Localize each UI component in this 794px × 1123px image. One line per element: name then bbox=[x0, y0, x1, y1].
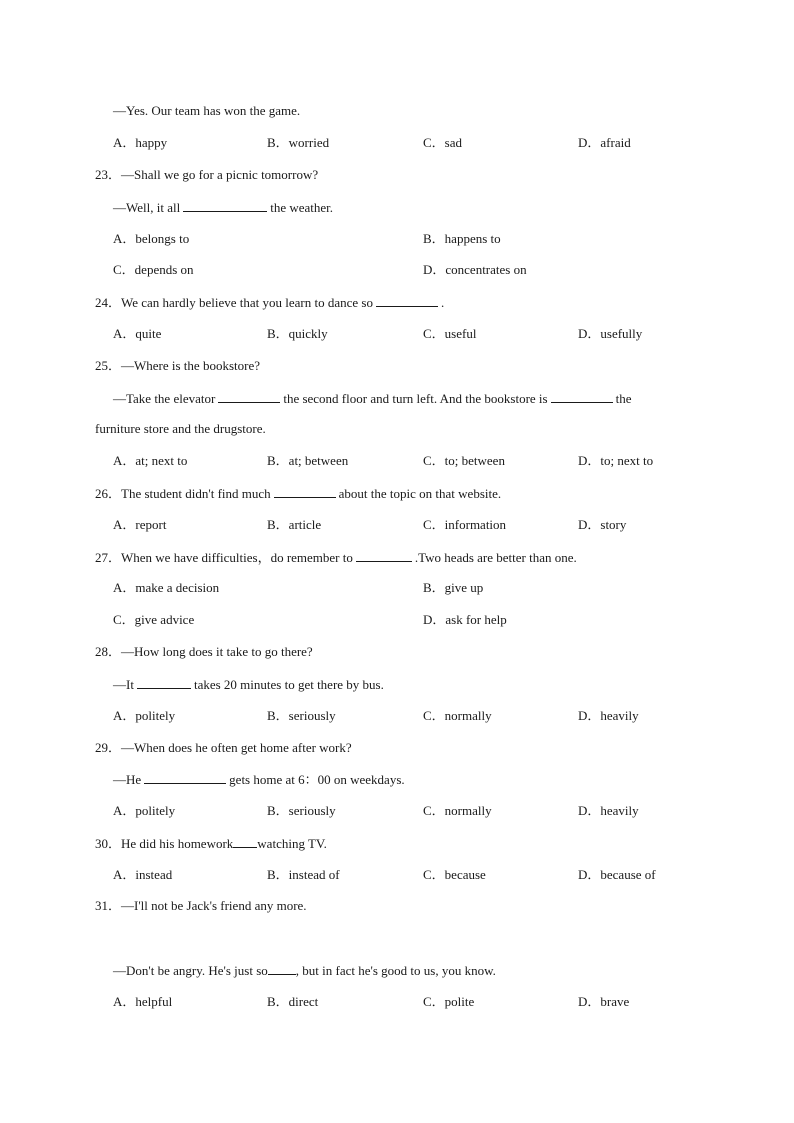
q29-option-d: D．heavily bbox=[578, 803, 639, 818]
q26-question bbox=[95, 485, 501, 502]
q26-option-a: A．report bbox=[113, 517, 167, 532]
q23-text-after: the weather. bbox=[270, 200, 334, 215]
q25-text-before: —Take the elevator bbox=[113, 391, 216, 406]
q31-blank bbox=[268, 962, 296, 975]
q30-question bbox=[95, 835, 327, 852]
q25-blank-1 bbox=[218, 390, 280, 403]
q25-blank-2 bbox=[551, 390, 613, 403]
q24-text-after: . bbox=[441, 295, 445, 310]
q28-text-after: takes 20 minutes to get there by bus. bbox=[193, 677, 384, 692]
q23-option-b: B．happens to bbox=[423, 231, 501, 246]
q27-text-after: .Two heads are better than one. bbox=[414, 550, 577, 565]
q26-option-c: C．information bbox=[423, 517, 507, 532]
q28-option-b: B．seriously bbox=[267, 708, 336, 723]
q22-option-b: B．worried bbox=[267, 135, 330, 150]
q23-option-a: A．belongs to bbox=[113, 231, 190, 246]
q31-option-a: A．helpful bbox=[113, 994, 173, 1009]
q22-option-c: C．sad bbox=[423, 135, 463, 150]
q24-option-b: B．quickly bbox=[267, 326, 328, 341]
q29-option-b: B．seriously bbox=[267, 803, 336, 818]
q24-option-d: D．usefully bbox=[578, 326, 643, 341]
q26-text-after: about the topic on that website. bbox=[338, 486, 502, 501]
q23-blank bbox=[183, 199, 267, 212]
q27-option-d: D．ask for help bbox=[423, 612, 507, 627]
q28-question: 28．—How long does it take to go there? bbox=[95, 644, 313, 659]
q27-option-c: C．give advice bbox=[113, 612, 195, 627]
q31-answer-line bbox=[113, 962, 496, 979]
q23-answer-line bbox=[113, 199, 333, 216]
q22-answer-line: —Yes. Our team has won the game. bbox=[113, 103, 301, 118]
q29-answer-line bbox=[113, 771, 405, 788]
q23-option-c: C．depends on bbox=[113, 262, 194, 277]
q25-text-mid: the second floor and turn left. And the bookstore is bbox=[283, 391, 548, 406]
q25-question: 25．—Where is the bookstore? bbox=[95, 358, 260, 373]
q27-question bbox=[95, 549, 577, 566]
q29-text-after: gets home at 6：00 on weekdays. bbox=[229, 772, 405, 787]
q27-blank bbox=[356, 549, 412, 562]
q30-blank bbox=[233, 835, 257, 848]
q23-question: 23．—Shall we go for a picnic tomorrow? bbox=[95, 167, 319, 182]
q29-text-before: —He bbox=[113, 772, 142, 787]
q23-option-d: D．concentrates on bbox=[423, 262, 527, 277]
q24-blank bbox=[376, 294, 438, 307]
q30-option-d: D．because of bbox=[578, 867, 656, 882]
q27-text-before: 27．When we have difficulties，do remember to bbox=[95, 550, 353, 565]
q31-option-d: D．brave bbox=[578, 994, 630, 1009]
q28-option-a: A．politely bbox=[113, 708, 176, 723]
q26-text-before: 26．The student didn't find much bbox=[95, 486, 271, 501]
q22-option-a: A．happy bbox=[113, 135, 168, 150]
q30-option-b: B．instead of bbox=[267, 867, 340, 882]
q30-option-c: C．because bbox=[423, 867, 486, 882]
q31-text-after: , but in fact he's good to us, you know. bbox=[295, 963, 496, 978]
q26-option-d: D．story bbox=[578, 517, 627, 532]
q28-option-c: C．normally bbox=[423, 708, 492, 723]
q30-option-a: A．instead bbox=[113, 867, 173, 882]
q28-answer-line bbox=[113, 676, 384, 693]
q31-text-before: —Don't be angry. He's just so bbox=[113, 963, 268, 978]
q25-option-a: A．at; next to bbox=[113, 453, 188, 468]
q29-question: 29．—When does he often get home after work? bbox=[95, 740, 352, 755]
q25-text-after: the bbox=[615, 391, 632, 406]
q29-option-c: C．normally bbox=[423, 803, 492, 818]
q27-option-a: A．make a decision bbox=[113, 580, 220, 595]
q27-option-b: B．give up bbox=[423, 580, 484, 595]
q23-text-before: —Well, it all bbox=[113, 200, 181, 215]
q25-option-d: D．to; next to bbox=[578, 453, 654, 468]
q25-option-c: C．to; between bbox=[423, 453, 505, 468]
q25-answer-line bbox=[113, 390, 632, 407]
q28-blank bbox=[137, 676, 191, 689]
q31-question: 31．—I'll not be Jack's friend any more. bbox=[95, 898, 307, 913]
q30-text-before: 30．He did his homework bbox=[95, 836, 234, 851]
q26-blank bbox=[274, 485, 336, 498]
q31-option-c: C．polite bbox=[423, 994, 475, 1009]
q28-option-d: D．heavily bbox=[578, 708, 639, 723]
q26-option-b: B．article bbox=[267, 517, 322, 532]
q28-text-before: —It bbox=[113, 677, 134, 692]
q25-option-b: B．at; between bbox=[267, 453, 349, 468]
q29-option-a: A．politely bbox=[113, 803, 176, 818]
q25-answer-line-cont: furniture store and the drugstore. bbox=[95, 421, 266, 436]
q29-blank bbox=[144, 771, 226, 784]
q30-text-after: watching TV. bbox=[257, 836, 327, 851]
q24-option-a: A．quite bbox=[113, 326, 162, 341]
q22-option-d: D．afraid bbox=[578, 135, 631, 150]
q24-question bbox=[95, 294, 444, 311]
q31-option-b: B．direct bbox=[267, 994, 319, 1009]
q24-option-c: C．useful bbox=[423, 326, 477, 341]
q24-text-before: 24．We can hardly believe that you learn to dance so bbox=[95, 295, 373, 310]
